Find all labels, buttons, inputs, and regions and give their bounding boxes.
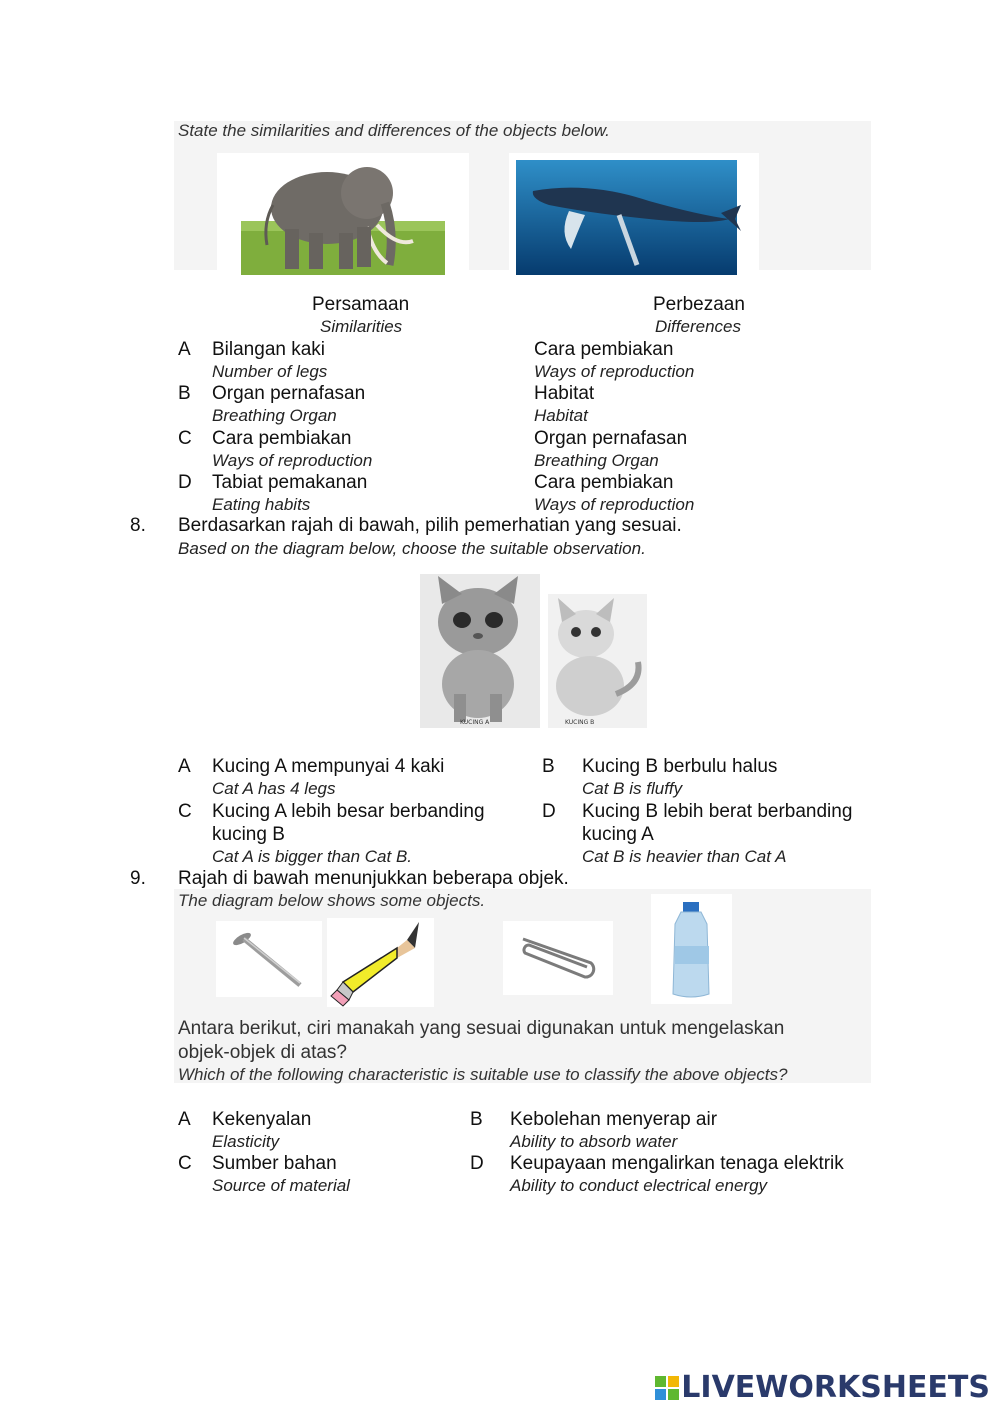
option-text-ms: Keupayaan mengalirkan tenaga elektrik — [510, 1153, 844, 1174]
q9-question-ms: Rajah di bawah menunjukkan beberapa objek. — [178, 868, 569, 889]
option-letter: C — [178, 801, 192, 822]
option-text-en: Cat A has 4 legs — [212, 779, 336, 798]
option-letter: D — [470, 1153, 484, 1174]
difference-ms: Habitat — [534, 383, 595, 404]
option-text-ms-line2: kucing B — [212, 824, 285, 845]
q8-question-ms: Berdasarkan rajah di bawah, pilih pemerhatian yang sesuai. — [178, 515, 682, 536]
q9-number: 9. — [130, 868, 146, 889]
difference-en: Ways of reproduction — [534, 495, 695, 514]
option-text-ms: Kucing B berbulu halus — [582, 756, 778, 777]
option-letter: A — [178, 339, 191, 360]
nail-image — [216, 921, 322, 997]
option-text-ms: Kucing A mempunyai 4 kaki — [212, 756, 445, 777]
q8-number: 8. — [130, 515, 146, 536]
option-letter: B — [178, 383, 191, 404]
paperclip-image — [503, 921, 613, 995]
similarity-en: Breathing Organ — [212, 406, 337, 425]
pencil-image — [327, 918, 434, 1007]
option-letter: A — [178, 756, 191, 777]
cat-a-label: KUCING A — [460, 719, 490, 726]
option-text-en: Elasticity — [212, 1132, 280, 1151]
elephant-image — [217, 153, 469, 275]
q9-question-en: The diagram below shows some objects. — [178, 891, 486, 910]
cats-image — [420, 574, 647, 728]
water-bottle-image — [651, 894, 732, 1004]
difference-ms: Organ pernafasan — [534, 428, 688, 449]
liveworksheets-logo-icon — [655, 1376, 679, 1400]
option-text-en: Source of material — [212, 1176, 350, 1195]
option-letter: D — [542, 801, 556, 822]
difference-en: Breathing Organ — [534, 451, 659, 470]
liveworksheets-logo[interactable] — [655, 1370, 990, 1405]
similarity-en: Eating habits — [212, 495, 311, 514]
option-letter: D — [178, 472, 192, 493]
option-letter: A — [178, 1109, 191, 1130]
option-text-en: Ability to conduct electrical energy — [510, 1176, 768, 1195]
difference-ms: Cara pembiakan — [534, 472, 674, 493]
similarity-ms: Organ pernafasan — [212, 383, 366, 404]
liveworksheets-logo-text: LIVEWORKSHEETS — [681, 1370, 990, 1405]
option-text-ms-line1: Kucing A lebih besar berbanding — [212, 801, 485, 822]
cat-b-label: KUCING B — [565, 719, 595, 726]
option-letter: C — [178, 428, 192, 449]
q8-question-en: Based on the diagram below, choose the suitable observation. — [178, 539, 646, 558]
whale-image — [509, 153, 759, 275]
similarity-ms: Tabiat pemakanan — [212, 472, 368, 493]
q9-sub-ms-line2: objek-objek di atas? — [178, 1042, 347, 1063]
q9-sub-en: Which of the following characteristic is suitable use to classify the above objects? — [178, 1065, 788, 1084]
option-letter: C — [178, 1153, 192, 1174]
q9-sub-ms-line1: Antara berikut, ciri manakah yang sesuai digunakan untuk mengelaskan — [178, 1018, 785, 1039]
similarity-en: Ways of reproduction — [212, 451, 373, 470]
option-letter: B — [542, 756, 555, 777]
similarity-en: Number of legs — [212, 362, 328, 381]
option-text-ms-line2: kucing A — [582, 824, 654, 845]
similarity-ms: Cara pembiakan — [212, 428, 352, 449]
difference-en: Ways of reproduction — [534, 362, 695, 381]
option-text-en: Cat B is heavier than Cat A — [582, 847, 787, 866]
option-text-en: Cat A is bigger than Cat B. — [212, 847, 413, 866]
q7-col-differences-ms: Perbezaan — [653, 294, 745, 315]
option-text-ms-line1: Kucing B lebih berat berbanding — [582, 801, 853, 822]
similarity-ms: Bilangan kaki — [212, 339, 326, 360]
difference-ms: Cara pembiakan — [534, 339, 674, 360]
q7-col-similarities-ms: Persamaan — [312, 294, 410, 315]
option-text-ms: Kebolehan menyerap air — [510, 1109, 718, 1130]
option-text-ms: Sumber bahan — [212, 1153, 337, 1174]
option-text-en: Ability to absorb water — [510, 1132, 678, 1151]
q7-instruction: State the similarities and differences of the objects below. — [178, 121, 610, 140]
option-letter: B — [470, 1109, 483, 1130]
q7-col-similarities-en: Similarities — [320, 317, 403, 336]
q7-col-differences-en: Differences — [655, 317, 741, 336]
option-text-en: Cat B is fluffy — [582, 779, 683, 798]
difference-en: Habitat — [534, 406, 588, 425]
option-text-ms: Kekenyalan — [212, 1109, 312, 1130]
